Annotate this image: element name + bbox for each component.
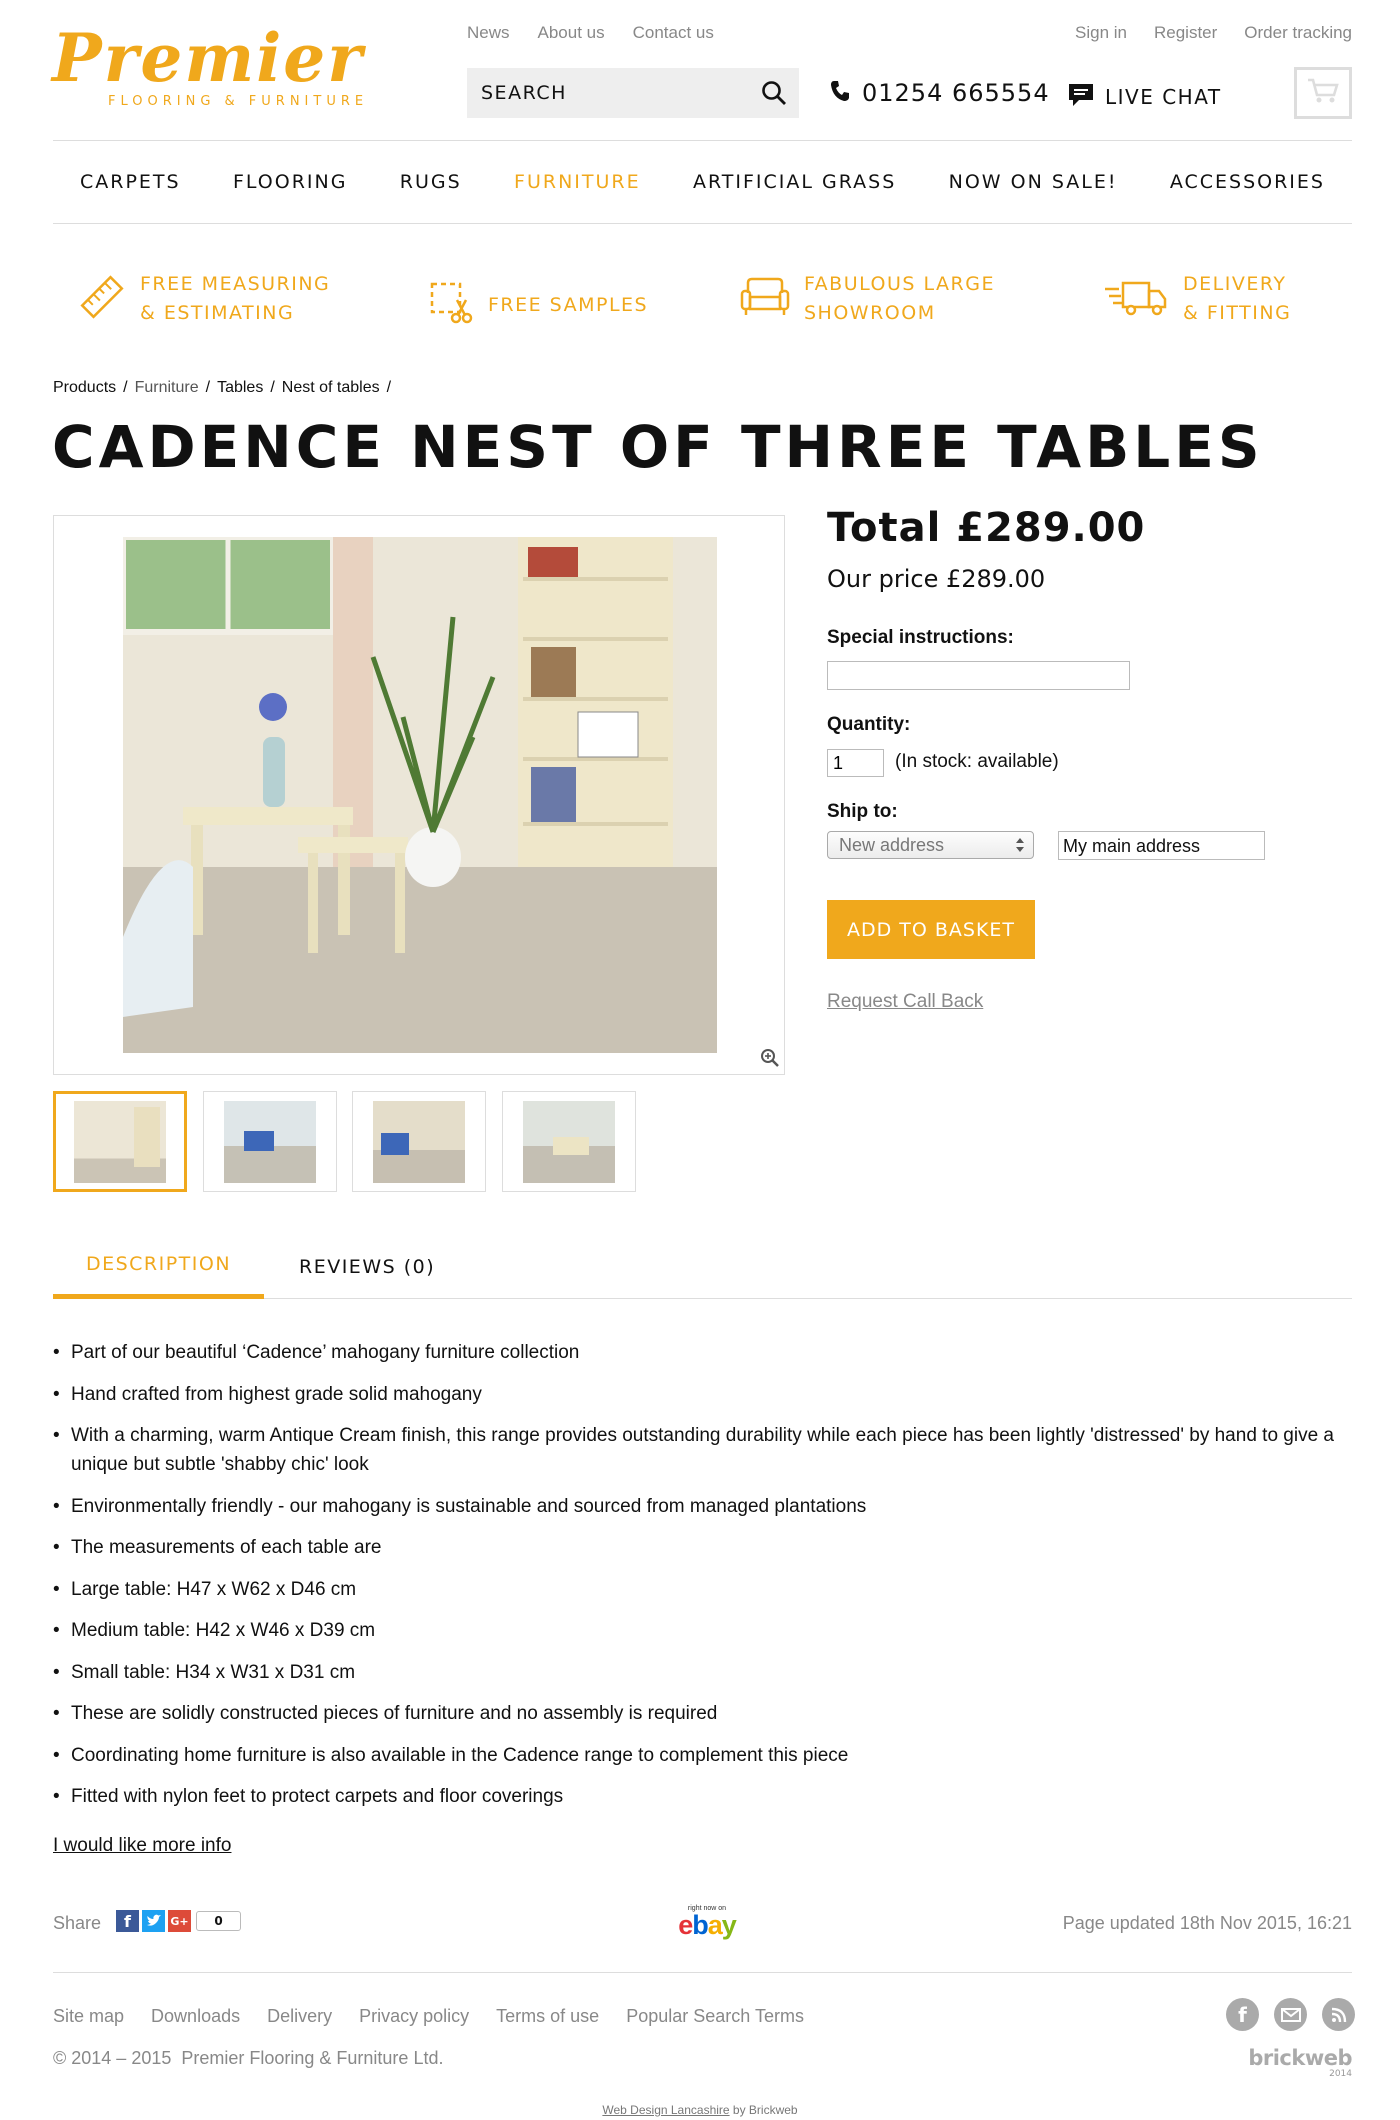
tabs [53, 1230, 1352, 1299]
list-item: • Small table: H34 x W31 x D31 cm [53, 1658, 1353, 1687]
thumbnail-image [373, 1101, 465, 1183]
feature-samples[interactable]: FREE SAMPLES [428, 280, 648, 330]
special-instructions-input[interactable] [827, 661, 1130, 690]
main-nav [53, 140, 1352, 224]
select-arrows-icon [1015, 836, 1025, 858]
top-link-about[interactable]: About us [537, 23, 605, 42]
search-input[interactable] [467, 68, 747, 118]
thumbnail-image [74, 1101, 166, 1183]
logo[interactable] [52, 19, 402, 112]
footer-downloads[interactable]: Downloads [151, 2006, 241, 2026]
thumbnail-image [224, 1101, 316, 1183]
ship-to-label: Ship to: [827, 801, 898, 822]
facebook-share-icon[interactable]: f [116, 1910, 139, 1932]
list-item: • Hand crafted from highest grade solid mahogany [53, 1380, 1353, 1409]
ebay-badge[interactable]: right now on ebay [672, 1905, 742, 1945]
thumbnail-3[interactable] [352, 1091, 486, 1192]
product-image-frame[interactable] [53, 515, 785, 1075]
list-item: • These are solidly constructed pieces of furniture and no assembly is required [53, 1699, 1353, 1728]
credit: Web Design Lancashire by Brickweb [602, 2103, 798, 2117]
share-count: 0 [196, 1911, 241, 1931]
list-item: • Medium table: H42 x W46 x D39 cm [53, 1616, 1353, 1645]
twitter-share-icon[interactable] [142, 1910, 165, 1932]
thumbnail-image [523, 1101, 615, 1183]
rss-icon[interactable] [1322, 1998, 1355, 2031]
footer-links [53, 2006, 804, 2027]
facebook-icon[interactable]: f [1226, 1998, 1259, 2031]
ruler-icon [78, 273, 126, 325]
product-image [123, 537, 717, 1053]
page-title: CADENCE NEST OF THREE TABLES [52, 413, 1264, 481]
nav-accessories[interactable]: ACCESSORIES [1169, 171, 1325, 193]
feature-showroom[interactable]: FABULOUS LARGE SHOWROOM [740, 270, 995, 328]
nav-flooring[interactable]: FLOORING [232, 171, 348, 193]
phone-number[interactable]: 01254 665554 [830, 79, 1050, 107]
thumbnail-1[interactable] [53, 1091, 187, 1192]
total-price: Total £289.00 [827, 505, 1146, 551]
tab-description[interactable]: DESCRIPTION [53, 1230, 264, 1299]
stock-status: (In stock: available) [895, 751, 1059, 772]
logo-subtitle: FLOORING & FURNITURE [108, 94, 369, 109]
basket-button[interactable] [1294, 67, 1352, 119]
list-item: • Fitted with nylon feet to protect carpets and floor coverings [53, 1782, 1353, 1811]
breadcrumb-nest-of-tables[interactable]: Nest of tables [281, 379, 380, 396]
list-item: • Part of our beautiful ‘Cadence’ mahogany furniture collection [53, 1338, 1353, 1367]
footer-privacy[interactable]: Privacy policy [359, 2006, 470, 2026]
our-price: Our price £289.00 [827, 565, 1046, 593]
footer-divider [53, 1972, 1352, 1973]
thumbnail-4[interactable] [502, 1091, 636, 1192]
phone-icon [830, 80, 850, 106]
logo-script: Premier [52, 19, 365, 97]
list-item: • With a charming, warm Antique Cream finish, this range provides outstanding durability while each piece has been lightly 'distressed' by hand to give a unique but subtle 'shabby chic' look [53, 1421, 1353, 1479]
sofa-icon [740, 275, 790, 323]
search-icon[interactable] [761, 80, 787, 106]
scissors-icon [428, 280, 474, 330]
feature-measuring[interactable]: FREE MEASURING & ESTIMATING [78, 270, 330, 328]
request-call-back-link[interactable]: Request Call Back [827, 991, 984, 1012]
nav-artificial-grass[interactable]: ARTIFICIAL GRASS [692, 171, 897, 193]
sign-in-link[interactable]: Sign in [1075, 23, 1127, 42]
feature-delivery[interactable]: DELIVERY & FITTING [1105, 270, 1291, 328]
web-design-link[interactable]: Web Design Lancashire [602, 2103, 730, 2117]
breadcrumb: Products / Furniture / Tables / Nest of tables / [53, 379, 392, 396]
special-instructions-label: Special instructions: [827, 627, 1014, 648]
footer-delivery[interactable]: Delivery [267, 2006, 333, 2026]
page-updated: Page updated 18th Nov 2015, 16:21 [1062, 1913, 1352, 1933]
list-item: • Large table: H47 x W62 x D46 cm [53, 1575, 1353, 1604]
thumbnail-2[interactable] [203, 1091, 337, 1192]
email-icon[interactable] [1274, 1998, 1307, 2031]
breadcrumb-tables[interactable]: Tables [217, 379, 264, 396]
nav-furniture[interactable]: FURNITURE [514, 171, 641, 193]
breadcrumb-products[interactable]: Products [53, 379, 117, 396]
ebay-logo: ebay [678, 1910, 736, 1940]
footer-popular-search[interactable]: Popular Search Terms [626, 2006, 804, 2026]
chat-bubble-icon [1067, 82, 1095, 112]
truck-icon [1105, 277, 1169, 321]
register-link[interactable]: Register [1153, 23, 1218, 42]
order-tracking-link[interactable]: Order tracking [1244, 23, 1352, 42]
search-bar[interactable] [467, 68, 799, 118]
google-plus-share-icon[interactable]: G+ [168, 1910, 191, 1932]
nav-sale[interactable]: NOW ON SALE! [948, 171, 1118, 193]
copyright: © 2014 – 2015 Premier Flooring & Furniture Ltd. [53, 2048, 444, 2068]
top-link-news[interactable]: News [467, 23, 510, 42]
ship-to-select[interactable]: New address [827, 831, 1034, 859]
zoom-icon[interactable] [760, 1048, 780, 1072]
brickweb-logo[interactable]: brickweb 2014 [1248, 2046, 1352, 2079]
quantity-label: Quantity: [827, 714, 911, 735]
list-item: • Environmentally friendly - our mahogany is sustainable and sourced from managed plantations [53, 1492, 1353, 1521]
description-list [53, 1338, 1353, 1824]
add-to-basket-button[interactable]: ADD TO BASKET [827, 900, 1035, 959]
list-item: • The measurements of each table are [53, 1533, 1353, 1562]
breadcrumb-furniture[interactable]: Furniture [134, 379, 199, 396]
footer-sitemap[interactable]: Site map [53, 2006, 125, 2026]
live-chat-button[interactable]: LIVE CHAT [1067, 82, 1222, 112]
top-link-contact[interactable]: Contact us [632, 23, 714, 42]
quantity-input[interactable] [827, 749, 884, 777]
list-item: • Coordinating home furniture is also available in the Cadence range to complement this piece [53, 1741, 1353, 1770]
share-label: Share [53, 1913, 102, 1933]
cart-icon [1306, 77, 1340, 109]
nav-carpets[interactable]: CARPETS [80, 171, 181, 193]
tab-reviews[interactable]: REVIEWS (0) [299, 1255, 436, 1278]
more-info-link[interactable]: I would like more info [53, 1835, 232, 1856]
nav-rugs[interactable]: RUGS [399, 171, 462, 193]
ship-address-field[interactable]: My main address [1058, 831, 1265, 860]
footer-terms[interactable]: Terms of use [496, 2006, 600, 2026]
